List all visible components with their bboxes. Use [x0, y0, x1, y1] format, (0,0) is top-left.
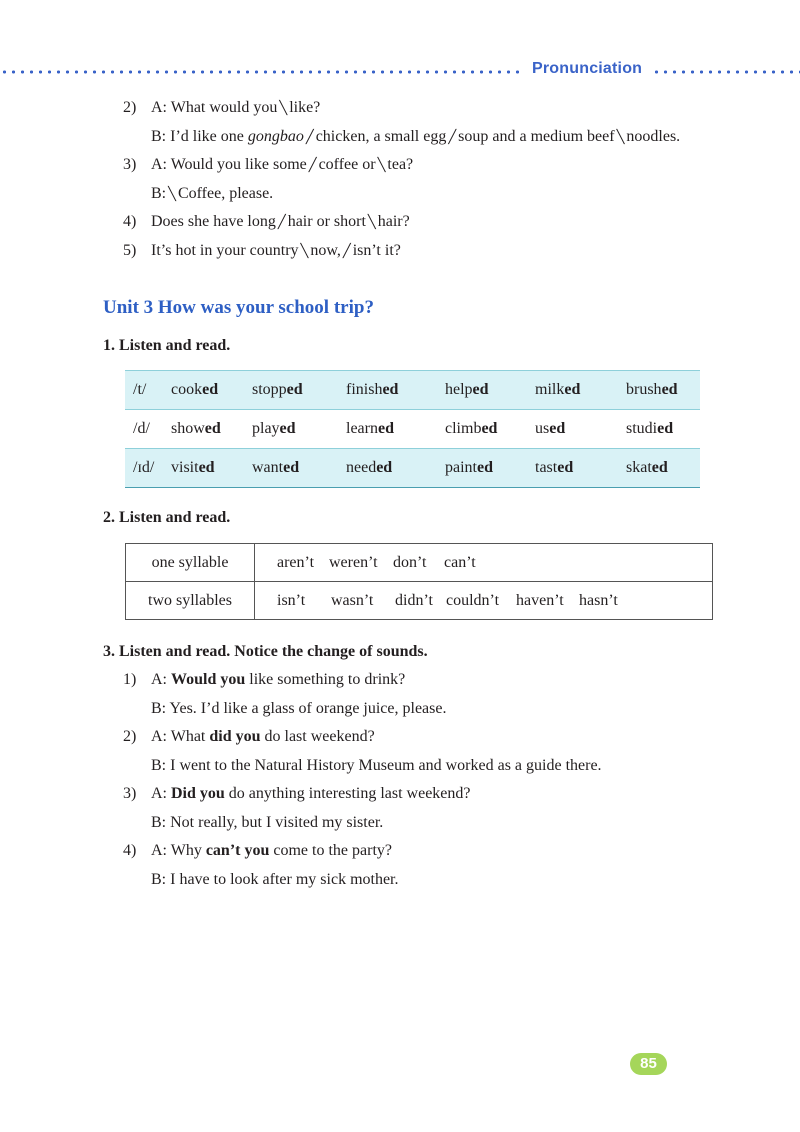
word-cell: wanted — [252, 449, 346, 488]
word-cell: visited — [171, 449, 252, 488]
intonation-line: B: I’d like one gongbao ╱ chicken, a small egg ╱ soup and a medium beef ╲ noodles. — [151, 127, 680, 148]
word-cell: painted — [445, 449, 535, 488]
falling-tone-icon: ╲ — [616, 130, 625, 145]
rising-tone-icon: ╱ — [305, 130, 314, 145]
exercise-3-title: 3. Listen and read. Notice the change of sounds. — [103, 643, 428, 660]
falling-tone-icon: ╲ — [377, 158, 386, 173]
intonation-line: B: ╲ Coffee, please. — [151, 184, 273, 205]
rising-tone-icon: ╱ — [277, 215, 286, 230]
dialogue-b-line: B: Yes. I’d like a glass of orange juice, please. — [151, 700, 447, 717]
word-cell: tasted — [535, 449, 626, 488]
word-cell: showed — [171, 410, 252, 449]
intonation-line: 2) A: What would you ╲ like? — [123, 98, 320, 119]
contractions-table — [125, 543, 713, 620]
rising-tone-icon: ╱ — [448, 130, 457, 145]
intonation-line: 5) It’s hot in your country ╲ now, ╱ isn’t it? — [123, 241, 401, 262]
intonation-line: 3) A: Would you like some ╱ coffee or ╲ tea? — [123, 155, 413, 176]
sound-cell: /ɪd/ — [125, 449, 171, 488]
header-dotted-rule-left — [0, 70, 525, 74]
word-cell: brushed — [626, 371, 700, 410]
dialogue-a-line: 2) A: What did you do last weekend? — [123, 728, 375, 745]
intonation-line: 4) Does she have long ╱ hair or short ╲ hair? — [123, 212, 410, 233]
word-cell: stopped — [252, 371, 346, 410]
page-number: 85 — [630, 1053, 667, 1075]
dialogue-b-line: B: Not really, but I visited my sister. — [151, 814, 384, 831]
word-cell: skated — [626, 449, 700, 488]
dialogue-a-line: 1) A: Would you like something to drink? — [123, 671, 406, 688]
falling-tone-icon: ╲ — [279, 101, 288, 116]
table-row — [125, 410, 700, 449]
table-row — [126, 582, 713, 620]
ed-endings-table — [125, 370, 700, 488]
word-cell: used — [535, 410, 626, 449]
falling-tone-icon: ╲ — [300, 244, 309, 259]
word-cell: milked — [535, 371, 626, 410]
sound-cell: /d/ — [125, 410, 171, 449]
rising-tone-icon: ╱ — [308, 158, 317, 173]
word-cell: cooked — [171, 371, 252, 410]
syllable-label: two syllables — [126, 582, 255, 620]
exercise-1-title: 1. Listen and read. — [103, 337, 231, 354]
falling-tone-icon: ╲ — [168, 187, 176, 202]
word-list-cell: isn’t wasn’t didn’t couldn’t haven’t hasn’t — [255, 582, 713, 620]
header-title: Pronunciation — [532, 60, 643, 77]
syllable-label: one syllable — [126, 544, 255, 582]
dialogue-a-line: 3) A: Did you do anything interesting last weekend? — [123, 785, 471, 802]
word-cell: learned — [346, 410, 445, 449]
falling-tone-icon: ╲ — [367, 215, 376, 230]
word-cell: needed — [346, 449, 445, 488]
word-list-cell: aren’t weren’t don’t can’t — [255, 544, 713, 582]
exercise-2-title: 2. Listen and read. — [103, 509, 231, 526]
word-cell: helped — [445, 371, 535, 410]
table-row — [126, 544, 713, 582]
sound-cell: /t/ — [125, 371, 171, 410]
table-row — [125, 371, 700, 410]
word-cell: studied — [626, 410, 700, 449]
word-cell: climbed — [445, 410, 535, 449]
dialogue-b-line: B: I went to the Natural History Museum and worked as a guide there. — [151, 757, 602, 774]
dialogue-b-line: B: I have to look after my sick mother. — [151, 871, 399, 888]
word-cell: finished — [346, 371, 445, 410]
header-dotted-rule-right — [652, 70, 800, 74]
table-row — [125, 449, 700, 488]
word-cell: played — [252, 410, 346, 449]
rising-tone-icon: ╱ — [342, 244, 351, 259]
unit-title: Unit 3 How was your school trip? — [103, 297, 374, 318]
dialogue-a-line: 4) A: Why can’t you come to the party? — [123, 842, 392, 859]
